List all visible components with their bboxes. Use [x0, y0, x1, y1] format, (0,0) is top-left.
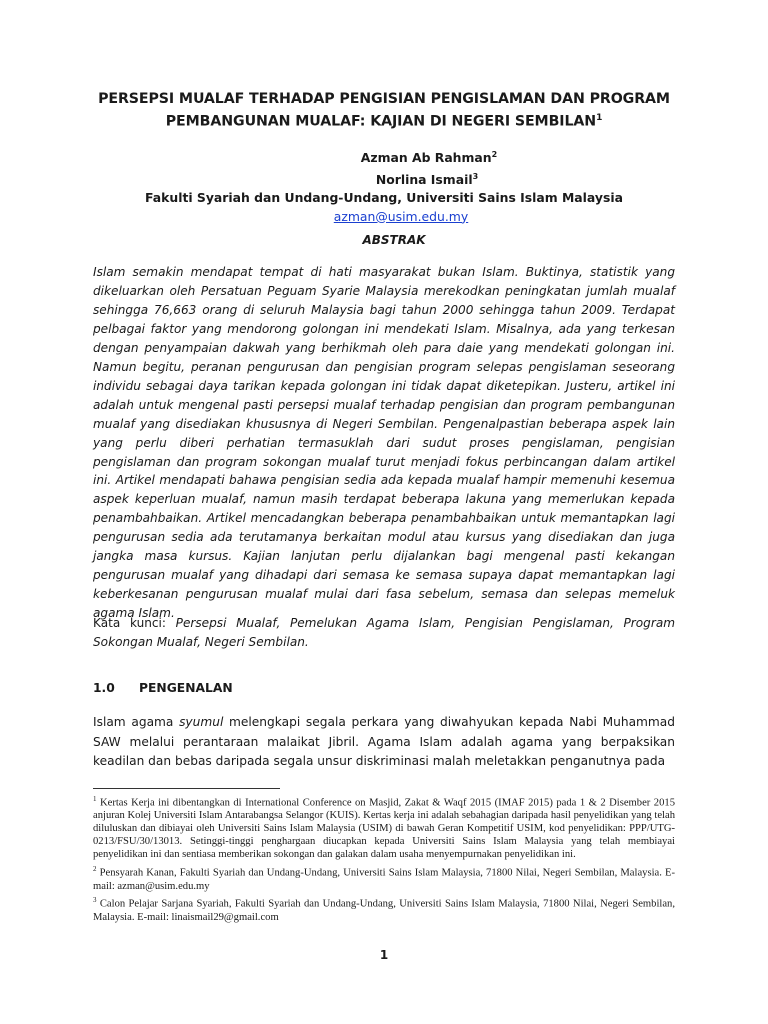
author-2-name: Norlina Ismail — [375, 171, 473, 187]
keywords — [93, 614, 675, 651]
section-heading — [93, 681, 233, 695]
section-title: PENGENALAN — [139, 681, 233, 695]
footnote-3-mark: 3 — [93, 896, 97, 905]
author-1-name: Azman Ab Rahman — [360, 150, 492, 166]
footnote-3 — [93, 894, 675, 924]
title-line-2-text: PEMBANGUNAN MUALAF: KAJIAN DI NEGERI SEMBILAN — [165, 113, 597, 130]
title-footnote-ref[interactable]: 1 — [596, 113, 603, 123]
footnote-1 — [93, 793, 675, 862]
section-number: 1.0 — [93, 681, 115, 695]
title-line-1: PERSEPSI MUALAF TERHADAP PENGISIAN PENGISLAMAN DAN PROGRAM — [98, 91, 670, 107]
author-block — [80, 146, 688, 226]
footnote-3-text: Calon Pelajar Sarjana Syariah, Fakulti Syariah dan Undang-Undang, Universiti Sains Islam Malaysia, 71800 Nilai, Negeri Sembilan, Malaysia. E-mail: linaismail29@gmail.com — [93, 898, 675, 923]
abstract-heading: ABSTRAK — [362, 233, 426, 247]
author-2-footnote-ref[interactable]: 3 — [472, 171, 479, 181]
footnote-divider — [93, 788, 280, 789]
footnote-2-mark: 2 — [93, 865, 97, 874]
footnote-1-text: Kertas Kerja ini dibentangkan di International Conference on Masjid, Zakat & Waqf 2015 (IMAF 2015) pada 1 & 2 Disember 2015 anjuran Kolej Universiti Islam Antarabangsa Selangor (KUIS). Kertas kerja ini adalah sebahagian daripada hasil penyelidikan yang telah diluluskan dan dibiayai oleh Universiti Sains Islam Malaysia (USIM) di bawah Geran Kompetitif USIM, kod penyelidikan: PPP/UTG-0213/FSU/30/13013. Setinggi-tinggi penghargaan diucapkan kepada Universiti Sains Islam Malaysia yang telah membiayai penyelidikan ini dan sentiasa memberikan sokongan dan galakan dalam usaha menyempurnakan penyelidikan ini. — [93, 797, 675, 861]
keywords-value: Persepsi Mualaf, Pemelukan Agama Islam, Pengisian Pengislaman, Program Sokongan Mualaf, Negeri Sembilan. — [93, 616, 676, 649]
affiliation: Fakulti Syariah dan Undang-Undang, Universiti Sains Islam Malaysia — [145, 190, 623, 206]
title-line-2 — [80, 109, 688, 132]
footnote-1-mark: 1 — [93, 795, 97, 803]
intro-rest: melengkapi segala perkara yang diwahyukan kepada Nabi Muhammad SAW melalui perantaraan malaikat Jibril. Agama Islam adalah agama yang berpaksikan keadilan dan bebas daripada segala unsur diskriminasi malah meletakkan penganutnya pada — [93, 715, 675, 768]
author-1-footnote-ref[interactable]: 2 — [491, 150, 498, 159]
intro-start: Islam agama — [93, 715, 180, 729]
abstract-text: Islam semakin mendapat tempat di hati masyarakat bukan Islam. Buktinya, statistik yang dikeluarkan oleh Persatuan Peguam Syarie Malaysia merekodkan peningkatan jumlah mualaf sehingga 76,663 orang di seluruh Malaysia bagi tahun 2000 sehingga tahun 2009. Terdapat pelbagai faktor yang mendorong golongan ini mendekati Islam. Misalnya, ada yang terkesan dengan penyampaian dakwah yang berhikmah oleh para daie yang mendekati golongan ini. Namun begitu, peranan pengurusan dan pengisian program selepas pengislaman seseorang individu sebagai daya tarikan kepada golongan ini tidak dapat diketepikan. Justeru, artikel ini adalah untuk mengenal pasti persepsi mualaf terhadap pengisian dan program pembangunan mualaf yang disediakan khususnya di Negeri Sembilan. Pengenalpastian beberapa aspek lain yang perlu diberi perhatian termasuklah dari sudut proses pengislaman, pengisian pengislaman dan program sokongan mualaf turut menjadi fokus perbincangan dalam artikel ini. Artikel mendapati bahawa pengisian sedia ada kepada mualaf hampir memenuhi kesemua aspek keperluan mualaf, namun masih terdapat beberapa lakuna yang memerlukan kepada penambahbaikan. Artikel mencadangkan beberapa penambahbaikan untuk memantapkan lagi pengurusan sedia ada terutamanya berkaitan modul atau kursus yang disediakan dan juga jangka masa kursus. Kajian lanjutan perlu dijalankan bagi mengenal pasti kekangan pengurusan mualaf yang dihadapi dari semasa ke semasa supaya dapat memantapkan lagi keberkesanan pengurusan mualaf mulai dari fasa sebelum, semasa dan selepas memeluk agama Islam. — [93, 265, 675, 621]
intro-italic-term: syumul — [179, 715, 224, 729]
author-2 — [80, 168, 688, 190]
paper-title — [80, 90, 688, 132]
page-number: 1 — [379, 948, 389, 962]
footnotes — [93, 793, 675, 926]
email-link[interactable]: azman@usim.edu.my — [333, 208, 469, 224]
intro-paragraph — [93, 713, 675, 773]
footnote-2 — [93, 863, 675, 893]
footnote-2-text: Pensyarah Kanan, Fakulti Syariah dan Undang-Undang, Universiti Sains Islam Malaysia, 71800 Nilai, Negeri Sembilan, Malaysia. E-mail: azman@usim.edu.my — [93, 867, 675, 892]
keywords-label: Kata kunci: — [93, 616, 166, 630]
author-1 — [80, 146, 688, 168]
